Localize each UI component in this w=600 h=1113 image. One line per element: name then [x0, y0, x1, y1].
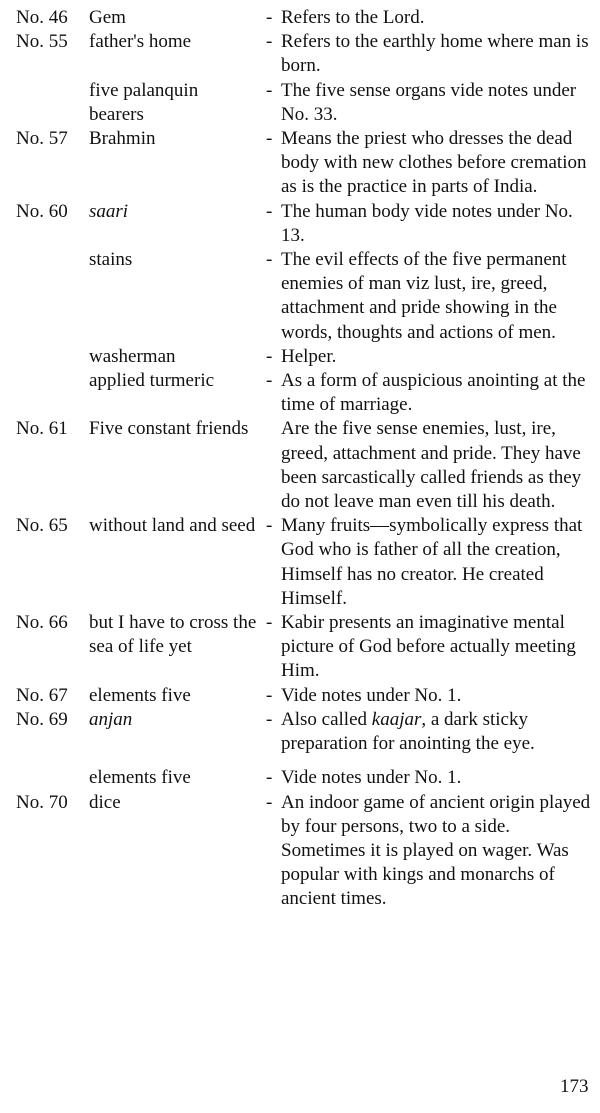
entry-note: Many fruits—symbolically express that God who is father of all the creation, Himself has no creator. He created Himself. [281, 515, 583, 609]
entry-term: applied turmeric [89, 370, 215, 392]
note-entry [0, 417, 600, 514]
entry-dash: - [266, 767, 273, 789]
entry-term: Brahmin [89, 128, 156, 150]
entry-number: No. 67 [16, 684, 68, 706]
note-entry [0, 708, 600, 766]
note-entry [0, 248, 600, 345]
entry-note: The human body vide notes under No. 13. [281, 200, 573, 246]
entry-number: No. 65 [16, 515, 68, 537]
note-entry [0, 200, 600, 248]
entry-note: As a form of auspicious anointing at the time of marriage. [281, 370, 586, 416]
entry-dash: - [266, 31, 273, 53]
glossary-notes [0, 6, 600, 912]
entry-term: saari [89, 200, 129, 222]
entry-term: stains [89, 249, 133, 271]
entry-note: Refers to the earthly home where man is born. [281, 31, 589, 77]
entry-term: washerman [89, 345, 176, 367]
note-entry [0, 766, 600, 790]
entry-dash: - [266, 515, 273, 537]
entry-dash: - [266, 7, 273, 28]
entry-note: Vide notes under No. 1. [281, 684, 462, 706]
entry-term: five palanquin bearers [89, 79, 199, 125]
entry-dash: - [266, 79, 273, 101]
entry-term: elements five [89, 767, 191, 789]
entry-number: No. 57 [16, 128, 68, 150]
entry-dash: - [266, 791, 273, 813]
note-entry [0, 684, 600, 708]
entry-term: anjan [89, 708, 133, 730]
italic-term: kaajar [371, 708, 422, 730]
entry-dash: - [266, 612, 273, 634]
page-number: 173 [560, 1076, 589, 1097]
note-entry [0, 127, 600, 200]
entry-note: The five sense organs vide notes under No. 33. [281, 79, 577, 125]
entry-number: No. 60 [16, 200, 68, 222]
entry-note: Are the five sense enemies, lust, ire, greed, attachment and pride. They have been sarcastically called friends as they do not leave man even till his death. [281, 418, 582, 513]
note-entry [0, 345, 600, 369]
entry-number: No. 70 [16, 791, 68, 813]
entry-note: Kabir presents an imaginative mental picture of God before actually meeting Him. [281, 612, 576, 682]
entry-note: Also called kaajar, a dark sticky preparation for anointing the eye. [281, 708, 535, 755]
entry-dash: - [266, 708, 273, 730]
entry-dash: - [266, 200, 273, 222]
entry-term: elements five [89, 684, 191, 706]
entry-term: dice [89, 791, 121, 813]
entry-term: without land and seed [89, 515, 256, 537]
entry-term: but I have to cross the sea of life yet [89, 612, 257, 658]
entry-dash: - [266, 249, 273, 271]
entry-note: Helper. [281, 345, 337, 367]
note-entry [0, 30, 600, 78]
note-entry [0, 79, 600, 127]
entry-dash: - [266, 345, 273, 367]
note-entry [0, 369, 600, 417]
entry-dash: - [266, 370, 273, 392]
entry-note: Vide notes under No. 1. [281, 767, 462, 789]
note-entry [0, 611, 600, 684]
entry-dash: - [266, 684, 273, 706]
entry-term: Five constant friends [89, 418, 249, 440]
entry-term: Gem [89, 7, 126, 28]
entry-number: No. 61 [16, 418, 68, 440]
note-entry [0, 791, 600, 912]
entry-number: No. 66 [16, 612, 68, 634]
entry-number: No. 46 [16, 7, 68, 28]
note-entry [0, 6, 600, 30]
entry-note: The evil effects of the five permanent enemies of man viz lust, ire, greed, attachment and pride showing in the words, thoughts and actions of men. [281, 249, 567, 343]
note-entry [0, 514, 600, 611]
entry-number: No. 55 [16, 31, 68, 53]
entry-dash: - [266, 128, 273, 150]
entry-term: father's home [89, 31, 192, 53]
entry-note: An indoor game of ancient origin played by four persons, two to a side. Sometimes it is played on wager. Was popular with kings and monarchs of ancient times. [281, 791, 591, 910]
entry-note: Refers to the Lord. [281, 7, 425, 28]
entry-note: Means the priest who dresses the dead body with new clothes before cremation as is the practice in parts of India. [281, 128, 587, 198]
entry-number: No. 69 [16, 708, 68, 730]
